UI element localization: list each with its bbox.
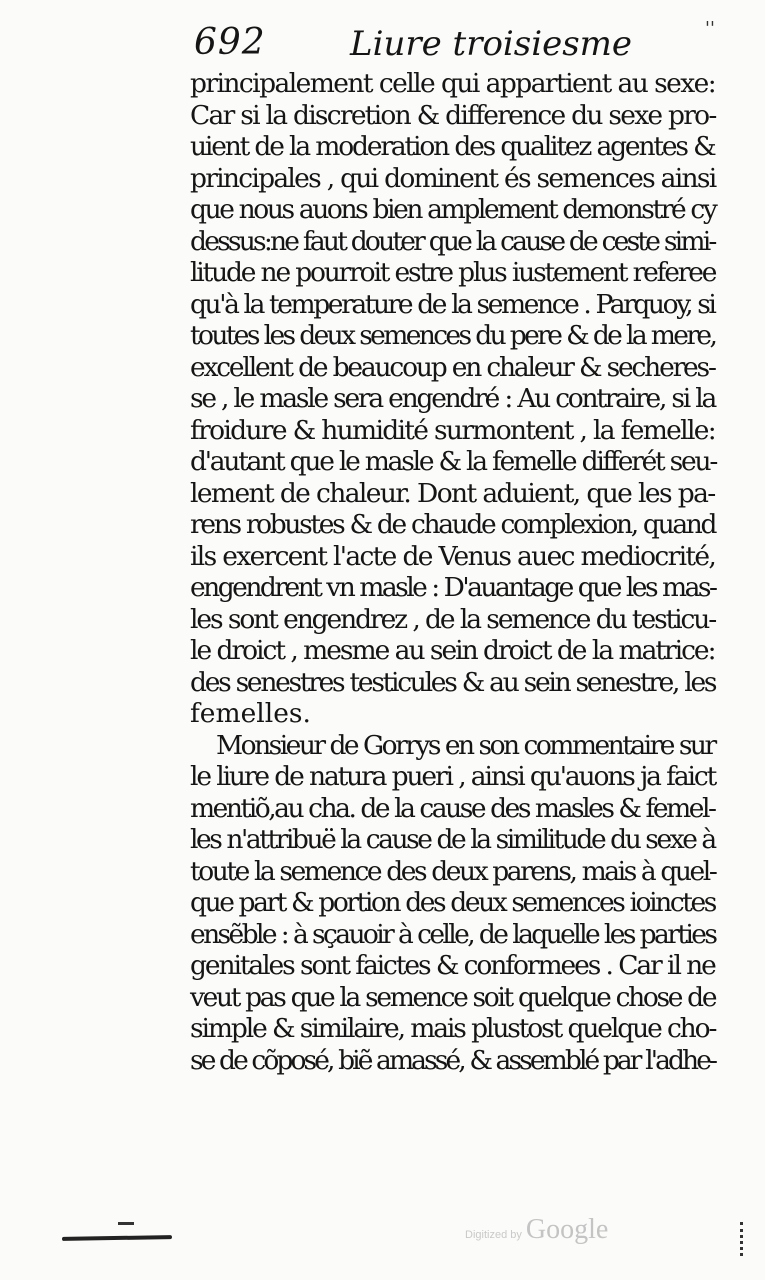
text-line: mentiõ,au cha. de la cause des masles & femel- <box>190 792 715 824</box>
page-header <box>190 20 730 70</box>
text-line: les sont engendrez , de la semence du testicu- <box>190 603 716 635</box>
text-line: dessus:ne faut douter que la cause de ceste simi- <box>190 225 715 257</box>
watermark-prefix: Digitized by <box>465 1229 522 1241</box>
text-line: femelles. <box>190 698 311 729</box>
text-line: que nous auons bien amplement demonstré cy <box>190 194 716 225</box>
text-line: des senestres testicules & au sein senestre, les <box>190 666 716 698</box>
text-line: rens robustes & de chaude complexion, quand <box>190 509 716 540</box>
text-line: principales , qui dominent és semences ainsi <box>190 162 716 194</box>
paragraph-start-line: Monsieur de Gorrys en son commentaire sur <box>216 729 715 761</box>
text-line: toute la semence des deux parens, mais à quel- <box>190 855 716 887</box>
corner-mark: '' <box>705 18 715 39</box>
watermark-brand: Google <box>525 1214 609 1245</box>
scan-artifact-dash <box>118 1222 134 1225</box>
page-number: 692 <box>194 22 266 63</box>
text-line: engendrent vn masle : D'auantage que les mas- <box>190 572 716 603</box>
text-line: genitales sont faictes & conformees . Car il ne <box>190 950 715 981</box>
text-line: principalement celle qui appartient au sexe: <box>190 68 716 99</box>
text-line: veut pas que la semence soit quelque chose de <box>190 981 716 1013</box>
text-line: d'autant que le masle & la femelle differét seu- <box>190 446 717 477</box>
text-line: ils exercent l'acte de Venus auec mediocrité, <box>190 540 716 572</box>
scan-edge-marks <box>740 1222 751 1256</box>
text-line: Car si la discretion & difference du sexe pro- <box>190 99 716 131</box>
text-line: se , le masle sera engendré : Au contraire, si la <box>190 383 716 414</box>
scan-artifact-line <box>62 1235 172 1241</box>
body-text <box>190 68 715 1076</box>
text-line: le liure de natura pueri , ainsi qu'auons ja faict <box>190 761 716 792</box>
text-line: froidure & humidité surmontent , la femelle: <box>190 414 716 446</box>
text-line: se de cõposé, biẽ amassé, & assemblé par l'adhe- <box>190 1044 716 1076</box>
text-line: toutes les deux semences du pere & de la mere, <box>190 320 716 351</box>
text-line: qu'à la temperature de la semence . Parquoy, si <box>190 288 715 320</box>
text-line: simple & similaire, mais plustost quelque cho- <box>190 1013 716 1044</box>
text-line: le droict , mesme au sein droict de la matrice: <box>190 635 715 666</box>
digitized-watermark <box>465 1214 608 1246</box>
text-line: ensẽble : à sçauoir à celle, de laquelle les parties <box>190 918 716 950</box>
text-line: que part & portion des deux semences ioinctes <box>190 887 716 918</box>
text-line: lement de chaleur. Dont aduient, que les pa- <box>190 477 715 509</box>
text-line: excellent de beaucoup en chaleur & secheres- <box>190 351 715 383</box>
text-line: les n'attribuë la cause de la similitude du sexe à <box>190 824 715 855</box>
text-line: uient de la moderation des qualitez agentes & <box>190 131 715 162</box>
text-line: litude ne pourroit estre plus iustement referee <box>190 257 716 288</box>
running-title: Liure troisiesme <box>350 24 633 64</box>
